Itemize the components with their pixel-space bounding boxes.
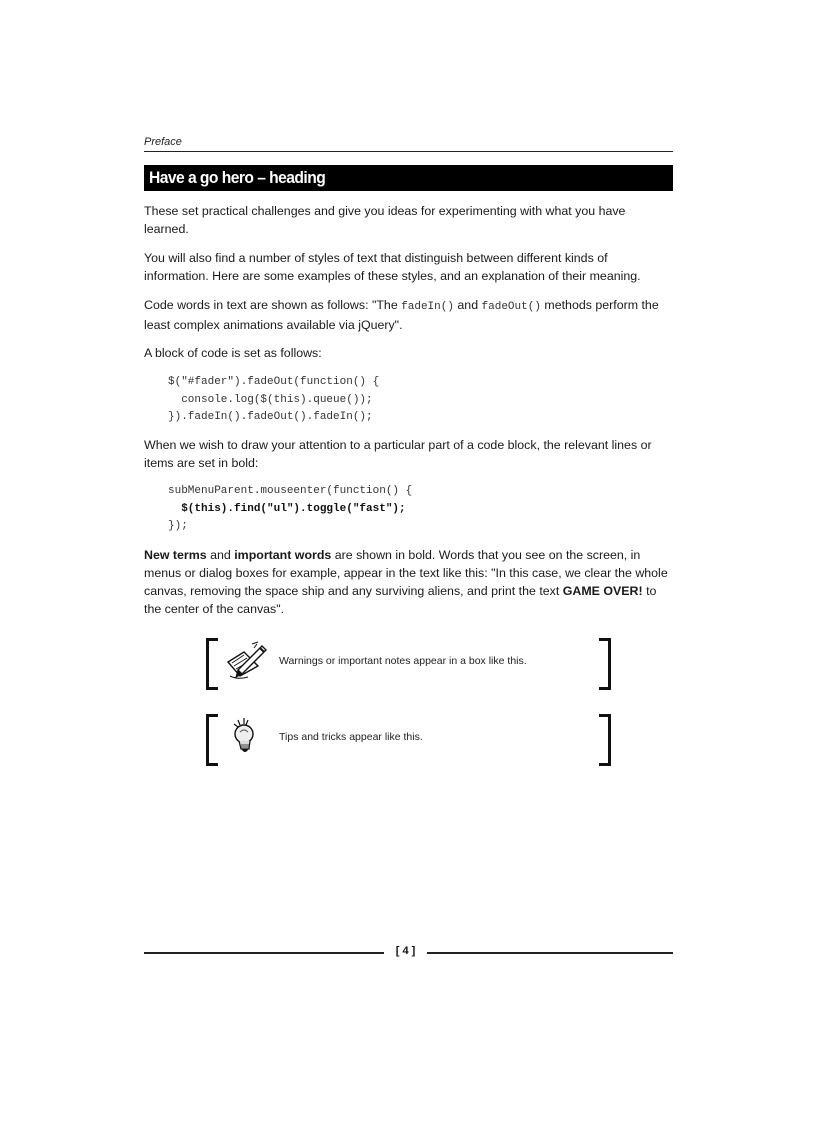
text-run: and <box>453 298 482 312</box>
tip-box <box>206 714 611 762</box>
code-block-fader: $("#fader").fadeOut(function() { console.log($(this).queue()); }).fadeIn().fadeOut().fadeIn(); <box>168 376 380 423</box>
text-run: methods perform the least complex animations available via jQuery". <box>144 298 659 332</box>
paragraph-styles: You will also find a number of styles of text that distinguish between different kinds of information. Here are some examples of these styles, and an explanation of their meaning. <box>144 251 641 283</box>
code-line: }); <box>168 520 188 532</box>
code-block-submenu <box>168 483 412 536</box>
left-bracket <box>206 638 218 690</box>
left-bracket <box>206 714 218 766</box>
text-run: and <box>206 548 235 562</box>
text-run: Code words in text are shown as follows: "The <box>144 298 402 312</box>
pencil-note-icon <box>224 640 268 682</box>
text-run: are shown in bold. Words that you see on the screen, in menus or dialog boxes for example, appear in the text like this: "In this case, we clear the whole canvas, removing the space ship and any surviving aliens, and print the text <box>144 548 668 598</box>
lightbulb-icon <box>224 716 268 758</box>
running-head: Preface <box>144 136 673 152</box>
paragraph-bold-intro: When we wish to draw your attention to a particular part of a code block, the relevant lines or items are set in bold: <box>144 438 652 470</box>
section-heading: Have a go hero – heading <box>149 168 326 187</box>
paragraph-code-words <box>144 296 673 334</box>
footer-rule-left <box>144 952 384 954</box>
paragraph-challenges: These set practical challenges and give you ideas for experimenting with what you have learned. <box>144 204 626 236</box>
code-line: subMenuParent.mouseenter(function() { <box>168 485 413 497</box>
bold-term: important words <box>234 548 332 562</box>
right-bracket <box>599 714 611 766</box>
text-run: to the center of the canvas". <box>144 584 657 616</box>
inline-code-fadeout: fadeOut() <box>481 301 541 313</box>
section-heading-bar <box>144 165 673 191</box>
code-line-bold: $(this).find("ul").toggle("fast"); <box>168 502 406 515</box>
bold-term: New terms <box>144 548 207 562</box>
inline-code-fadein: fadeIn() <box>401 301 454 313</box>
tip-text: Tips and tricks appear like this. <box>279 731 423 743</box>
paragraph-new-terms <box>144 546 673 618</box>
page-number: [ 4 ] <box>395 945 416 957</box>
footer-rule-right <box>427 952 673 954</box>
right-bracket <box>599 638 611 690</box>
warning-box <box>206 638 611 686</box>
warning-text: Warnings or important notes appear in a box like this. <box>279 655 527 667</box>
paragraph-code-block-intro: A block of code is set as follows: <box>144 346 322 360</box>
page <box>144 0 673 1123</box>
bold-term: GAME OVER! <box>562 584 643 598</box>
